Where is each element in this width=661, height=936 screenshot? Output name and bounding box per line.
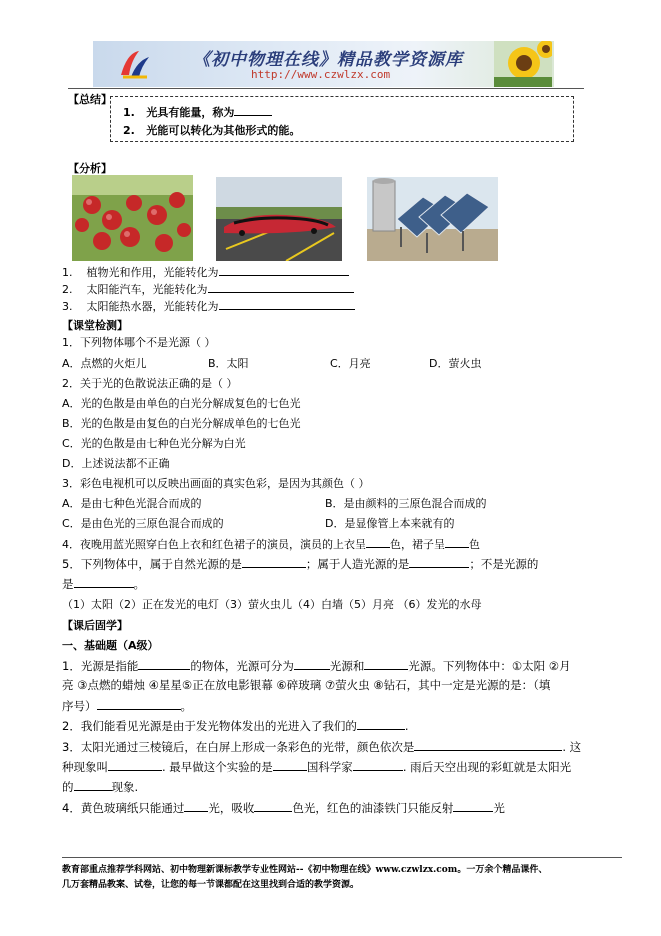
- analysis-heading: 【分析】: [68, 162, 112, 175]
- answer-blank[interactable]: [108, 759, 162, 771]
- question-text: 的: [62, 780, 74, 794]
- summary-box: [110, 96, 574, 142]
- question-text: 光，吸收: [208, 801, 255, 815]
- footer-line-1: 教育部重点推荐学科网站、初中物理新课标教学专业性网站--《初中物理在线》www.czwlzx.com。一万余个精品课件、: [62, 865, 548, 875]
- question-text: . 雨后天空出现的彩虹就是太阳光: [402, 760, 572, 774]
- answer-blank[interactable]: [445, 536, 469, 548]
- q1-option-a[interactable]: A．点燃的火炬儿: [62, 357, 147, 370]
- site-title: 《初中物理在线》精品教学资源库: [193, 50, 463, 70]
- question-text: 1．光源是指能: [62, 659, 139, 673]
- answer-blank[interactable]: [409, 556, 469, 568]
- question-text: 4．夜晚用蓝光照穿白色上衣和红色裙子的演员，演员的上衣呈: [62, 538, 366, 551]
- question-text: 现象.: [111, 780, 139, 794]
- site-logo-icon: [117, 47, 151, 81]
- q2-option-d[interactable]: D．上述说法都不正确: [62, 457, 170, 470]
- question-text: 光源和: [329, 659, 365, 673]
- question-text: 国科学家: [306, 760, 353, 774]
- answer-blank[interactable]: [208, 281, 354, 293]
- site-url[interactable]: http://www.czwlzx.com: [251, 68, 391, 81]
- question-text: 的物体，光源可分为: [190, 659, 294, 673]
- answer-blank[interactable]: [353, 759, 403, 771]
- solar-car-photo: [216, 177, 342, 261]
- question-text: ；属于人造光源的是: [305, 557, 410, 571]
- question-5-list: （1）太阳（2）正在发光的电灯（3）萤火虫儿（4）白墙（5）月亮 （6）发光的水母: [62, 598, 482, 611]
- summary-item-2: [123, 122, 300, 138]
- summary-heading: 【总结】: [68, 93, 112, 106]
- answer-blank[interactable]: [97, 698, 181, 710]
- q3-option-d[interactable]: D．是显像管上本来就有的: [325, 517, 455, 530]
- question-5: [62, 556, 538, 572]
- question-2: 2．关于光的色散说法正确的是（ ）: [62, 377, 238, 390]
- question-text: 5．下列物体中，属于自然光源的是: [62, 557, 242, 571]
- summary-item-text: 光具有能量，称为: [146, 106, 235, 119]
- analysis-item-number: 1.: [62, 266, 73, 279]
- analysis-item-text: 植物光和作用，光能转化为: [86, 266, 219, 279]
- question-text: 光: [493, 801, 505, 815]
- answer-blank[interactable]: [74, 779, 112, 791]
- footer: [62, 863, 622, 893]
- answer-blank[interactable]: [234, 104, 272, 116]
- summary-item-text: 光能可以转化为其他形式的能。: [146, 124, 301, 137]
- after-class-heading: 【课后固学】: [62, 619, 128, 632]
- answer-blank[interactable]: [357, 718, 405, 730]
- q2-option-b[interactable]: B．光的色散是由复色的白光分解成单色的七色光: [62, 417, 301, 430]
- answer-blank[interactable]: [294, 658, 330, 670]
- answer-blank[interactable]: [273, 759, 307, 771]
- answer-blank[interactable]: [254, 800, 292, 812]
- question-text: 4．黄色玻璃纸只能通过: [62, 801, 185, 815]
- question-5-cont: [62, 576, 145, 592]
- question-1: 1．下列物体哪个不是光源（ ）: [62, 336, 216, 349]
- summary-item-1: [123, 104, 272, 120]
- class-check-heading: 【课堂检测】: [62, 319, 128, 332]
- q2-option-a[interactable]: A．光的色散是由单色的白光分解成复色的七色光: [62, 397, 301, 410]
- after-question-3-line2: [62, 759, 571, 775]
- question-4: [62, 536, 480, 552]
- after-question-3: [62, 739, 581, 755]
- question-text: ；不是光源的: [469, 557, 539, 571]
- answer-blank[interactable]: [364, 658, 408, 670]
- after-question-2: [62, 718, 408, 734]
- analysis-item-text: 太阳能热水器，光能转化为: [86, 300, 219, 313]
- question-text: 。: [180, 699, 192, 713]
- question-text: 种现象叫: [62, 760, 108, 774]
- analysis-item-number: 2.: [62, 283, 73, 296]
- analysis-item-text: 太阳能汽车，光能转化为: [86, 283, 208, 296]
- q1-option-b[interactable]: B．太阳: [208, 357, 249, 370]
- after-question-4: [62, 800, 505, 816]
- analysis-item-3: [62, 298, 355, 314]
- answer-blank[interactable]: [366, 536, 390, 548]
- header-banner: [93, 41, 554, 87]
- after-question-1: [62, 658, 571, 674]
- answer-blank[interactable]: [414, 739, 562, 751]
- answer-blank[interactable]: [219, 298, 355, 310]
- question-text: 2．我们能看见光源是由于发光物体发出的光进入了我们的: [62, 719, 357, 733]
- answer-blank[interactable]: [138, 658, 190, 670]
- question-text: 光源。下列物体中：①太阳 ②月: [408, 659, 571, 673]
- q3-option-a[interactable]: A．是由七种色光混合而成的: [62, 497, 202, 510]
- analysis-item-1: [62, 264, 349, 280]
- basic-questions-heading: 一、基础题（A级）: [62, 639, 159, 652]
- question-text: 是: [62, 577, 74, 591]
- question-text: 色，裙子呈: [390, 538, 445, 551]
- question-text: 序号）: [62, 699, 97, 713]
- q1-option-c[interactable]: C．月亮: [330, 357, 371, 370]
- question-text: 色: [469, 538, 480, 551]
- summary-item-number: 2.: [123, 124, 135, 137]
- question-text: .: [404, 719, 409, 733]
- after-question-1-line2: 亮 ③点燃的蜡烛 ④星星⑤正在放电影银幕 ⑥碎玻璃 ⑦萤火虫 ⑧钻石，其中一定是光源的是：（填: [62, 678, 551, 692]
- header-divider: [68, 88, 584, 89]
- answer-blank[interactable]: [242, 556, 306, 568]
- question-text: 。: [133, 577, 145, 591]
- footer-line-2: 几万套精品教案、试卷，让您的每一节课都配在这里找到合适的教学资源。: [62, 880, 360, 890]
- analysis-item-2: [62, 281, 354, 297]
- q3-option-c[interactable]: C．是由色光的三原色混合而成的: [62, 517, 224, 530]
- footer-divider: [62, 857, 622, 858]
- q2-option-c[interactable]: C．光的色散是由七种色光分解为白光: [62, 437, 246, 450]
- summary-item-number: 1.: [123, 106, 135, 119]
- sunflower-icon: [494, 41, 552, 87]
- answer-blank[interactable]: [219, 264, 349, 276]
- solar-water-heater-photo: [367, 177, 498, 261]
- question-3: 3．彩色电视机可以反映出画面的真实色彩，是因为其颜色（ ）: [62, 477, 370, 490]
- q3-option-b[interactable]: B．是由颜料的三原色混合而成的: [325, 497, 487, 510]
- after-question-3-line3: [62, 779, 138, 795]
- question-text: . 这: [562, 740, 582, 754]
- answer-blank[interactable]: [453, 800, 493, 812]
- question-text: 3．太阳光通过三棱镜后，在白屏上形成一条彩色的光带，颜色依次是: [62, 740, 415, 754]
- answer-blank[interactable]: [74, 576, 134, 588]
- analysis-item-number: 3.: [62, 300, 73, 313]
- apple-tree-photo: [72, 175, 193, 261]
- question-text: 色光，红色的油漆铁门只能反射: [292, 801, 454, 815]
- after-question-1-line3: [62, 698, 192, 714]
- answer-blank[interactable]: [184, 800, 208, 812]
- q1-option-d[interactable]: D．萤火虫: [429, 357, 482, 370]
- question-text: . 最早做这个实验的是: [162, 760, 273, 774]
